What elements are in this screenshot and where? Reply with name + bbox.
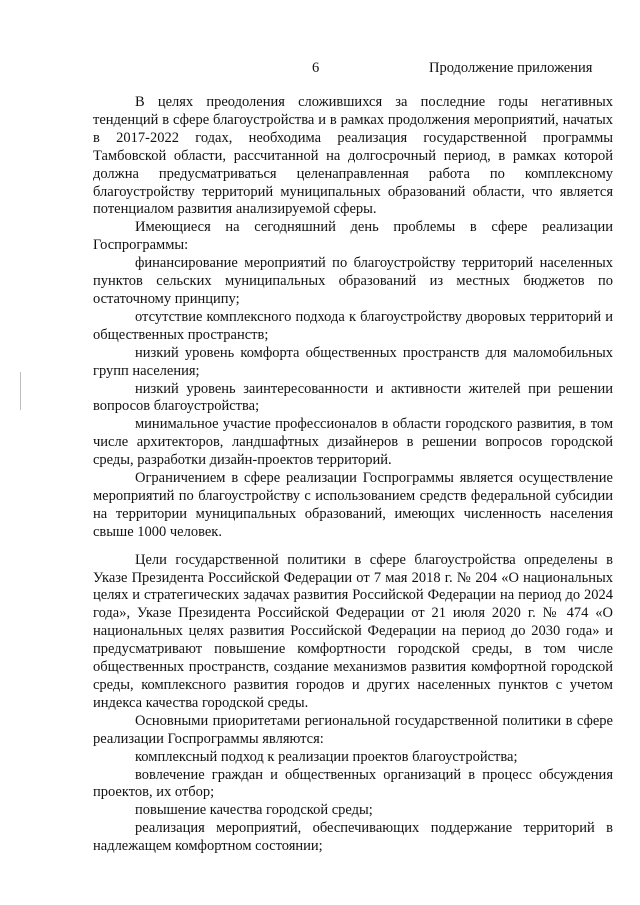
continuation-label: Продолжение приложения: [429, 60, 593, 76]
paragraph-limitation: Ограничением в сфере реализации Госпрограммы является осуществление мероприятий по благоустройству с использованием средств федеральной субсидии на территории муниципальных образований, имеющих численность населения свыше 1000 человек.: [93, 470, 613, 540]
paragraph-problem-no-complex-approach: отсутствие комплексного подхода к благоустройству дворовых территорий и общественных пространств;: [93, 308, 613, 343]
paragraph-problems-heading: Имеющиеся на сегодняшний день проблемы в сфере реализации Госпрограммы:: [93, 219, 613, 254]
paragraph-priority-complex-approach: комплексный подход к реализации проектов благоустройства;: [135, 748, 518, 765]
paragraph-priorities-heading: Основными приоритетами региональной государственной политики в сфере реализации Госпрограммы являются:: [93, 712, 613, 747]
paragraph-priority-quality: повышение качества городской среды;: [135, 802, 373, 819]
paragraph-problem-low-comfort: низкий уровень комфорта общественных пространств для маломобильных групп населения;: [93, 344, 613, 379]
document-body: [93, 94, 613, 856]
paragraph-problem-financing: финансирование мероприятий по благоустройству территорий населенных пунктов сельских муниципальных образований из местных бюджетов по остаточному принципу;: [93, 255, 613, 307]
paragraph-intro: В целях преодоления сложившихся за последние годы негативных тенденций в сфере благоустройства и в рамках продолжения мероприятий, начатых в 2017-2022 годах, необходима реализация государственной программы Тамбовской области, рассчитанной на долгосрочный период, в рамках которой должна предусматриваться целенаправленная работа по комплексному благоустройству территорий муниципальных образований области, что является потенциалом развития анализируемой сферы.: [93, 94, 613, 218]
paragraph-priority-citizen-involvement: вовлечение граждан и общественных организаций в процесс обсуждения проектов, их отбор;: [93, 766, 613, 801]
paragraph-problem-low-interest: низкий уровень заинтересованности и активности жителей при решении вопросов благоустройства;: [93, 380, 613, 415]
page-number: 6: [312, 60, 320, 76]
paragraph-problem-minimal-participation: минимальное участие профессионалов в области городского развития, в том числе архитекторов, ландшафтных дизайнеров в решении вопросов городской среды, разработки дизайн-проектов территорий.: [93, 416, 613, 469]
paragraph-policy-goals: Цели государственной политики в сфере благоустройства определены в Указе Президента Российской Федерации от 7 мая 2018 г. № 204 «О национальных целях и стратегических задачах развития Российской Федерации на период до 2024 года», Указе Президента Российской Федерации от 21 июля 2020 г. № 474 «О национальных целях развития Российской Федерации на период до 2030 года» и предусматривают повышение комфортности городской среды, в том числе общественных пространств, создание механизмов развития комфортной городской среды, комплексного развития городов и других населенных пунктов с учетом индекса качества городской среды.: [93, 551, 613, 711]
margin-mark: [20, 372, 21, 410]
paragraph-priority-maintenance: реализация мероприятий, обеспечивающих поддержание территорий в надлежащем комфортном состоянии;: [93, 820, 613, 855]
